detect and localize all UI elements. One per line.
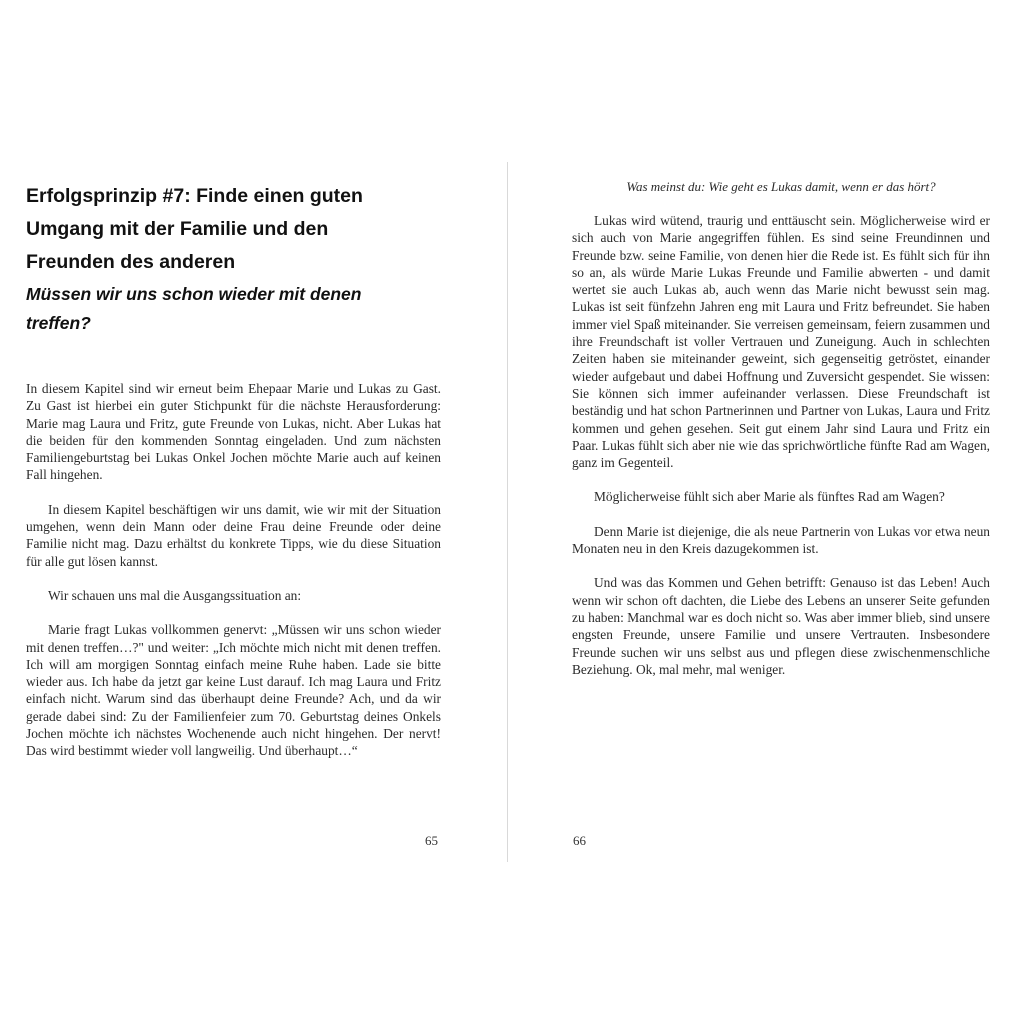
page-number-right: 66	[573, 833, 586, 848]
right-page-body	[572, 178, 990, 695]
chapter-subtitle-line: Müssen wir uns schon wieder mit denen	[26, 284, 362, 304]
chapter-title	[26, 180, 441, 279]
body-paragraph: In diesem Kapitel sind wir erneut beim Ehepaar Marie und Lukas zu Gast. Zu Gast ist hierbei ein guter Stichpunkt für die nächste Herausforderung: Marie mag Laura und Fritz, gute Freunde von Lukas, nicht. Aber Lukas hat die beiden für den kommenden Sonntag eingeladen. Und zum nächsten Familiengeburtstag bei Lukas Onkel Jochen möchte Marie auch auf keinen Fall hingehen.	[26, 381, 441, 483]
body-paragraph: In diesem Kapitel beschäftigen wir uns damit, wie wir mit der Situation umgehen, wenn dein Mann oder deine Frau deine Freunde oder deine Familie nicht mag. Dazu erhältst du konkrete Tipps, wie du diese Situation für alle gut lösen kannst.	[26, 501, 441, 569]
page-gutter	[507, 162, 508, 862]
chapter-title-line: Freunden des anderen	[26, 251, 236, 273]
chapter-subtitle-line: treffen?	[26, 313, 91, 333]
body-paragraph: Marie fragt Lukas vollkommen genervt: „Müssen wir uns schon wieder mit denen treffen…?" und weiter: „Ich möchte mich nicht mit denen treffen. Ich will am morgigen Sonntag einfach meine Ruhe haben. Lade sie bitte wieder aus. Ich habe da jetzt gar keine Lust darauf. Ich mag Laura und Fritz einfach nicht. Warum sind das überhaupt deine Freunde? Ach, und da wir gerade dabei sind: Zu der Familienfeier zum 70. Geburtstag deines Onkels Jochen möchte ich nächstes Wochenende auch nicht hingehen. Der nervt! Das wird bestimmt wieder voll langweilig. Und überhaupt…“	[26, 622, 441, 759]
chapter-subtitle	[26, 280, 441, 338]
left-page-body	[26, 380, 441, 777]
body-paragraph: Denn Marie ist diejenige, die als neue Partnerin von Lukas vor etwa neun Monaten neu in den Kreis dazugekommen ist.	[572, 523, 990, 557]
page-number-left: 65	[425, 833, 438, 848]
body-paragraph: Wir schauen uns mal die Ausgangssituation an:	[48, 587, 302, 603]
body-paragraph: Lukas wird wütend, traurig und enttäuscht sein. Möglicherweise wird er sich auch von Marie angegriffen fühlen. Es sind seine Freundinnen und Freunde bzw. seine Familie, von denen hier die Rede ist. Es fühlt sich für ihn so an, als würde Marie Lukas Freunde und Familie abwerten - und damit wertet sie auch Lukas ab, auch wenn das Marie nicht bewusst sein mag. Lukas ist seit fünfzehn Jahren eng mit Laura und Fritz befreundet. Sie haben immer viel Spaß miteinander. Sie verreisen gemeinsam, feiern zusammen und ihre Freundschaft ist voller Vertrauen und Zuneigung. Auch in schlechten Zeiten haben sie miteinander geweint, sich gegenseitig getröstet, einander wieder aufgebaut und dabei Hoffnung und Zuversicht gespendet. Sie wissen: Sie können sich immer aufeinander verlassen. Diese Freundschaft ist beständig und hat schon Partnerinnen und Partner von Lukas, Laura und Fritz kommen und gehen gesehen. Seit gut einem Jahr sind Laura und Fritz ein Paar. Lukas fühlt sich aber nie wie das sprichwörtliche fünfte Rad am Wagen, ganz im Gegenteil.	[572, 213, 990, 471]
body-paragraph: Und was das Kommen und Gehen betrifft: Genauso ist das Leben! Auch wenn wir schon oft dachten, die Liebe des Lebens an unserer Seite gefunden zu haben: Manchmal war es doch nicht so. Was aber immer blieb, sind unsere engsten Freunde, unsere Familie und unsere Vertrauten. Insbesondere Freunde suchen wir uns selbst aus und pflegen diese zwischenmenschliche Beziehung. Ok, mal mehr, mal weniger.	[572, 575, 990, 677]
chapter-title-line: Umgang mit der Familie und den	[26, 218, 329, 240]
left-page-header	[26, 180, 441, 338]
body-paragraph: Möglicherweise fühlt sich aber Marie als fünftes Rad am Wagen?	[594, 489, 945, 505]
chapter-title-line: Erfolgsprinzip #7: Finde einen guten	[26, 185, 363, 207]
reflection-question: Was meinst du: Wie geht es Lukas damit, wenn er das hört?	[626, 179, 936, 194]
